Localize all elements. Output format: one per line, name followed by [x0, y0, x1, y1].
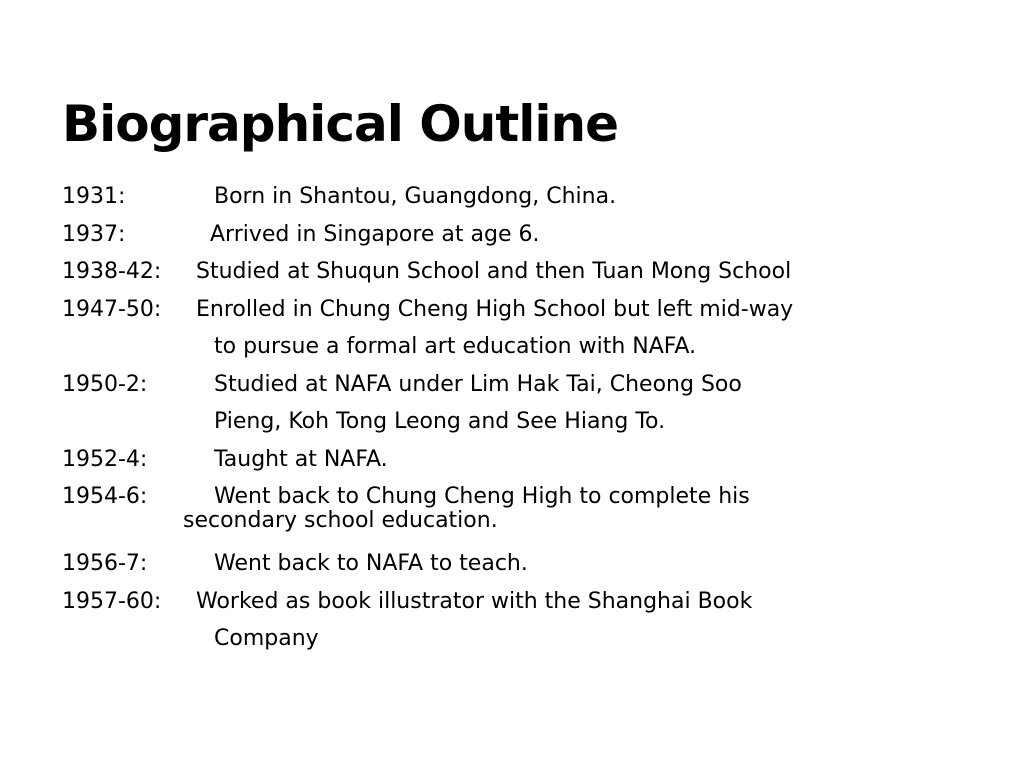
outline-entry-continuation	[62, 328, 1002, 366]
entry-year: 1956-7:	[62, 551, 148, 576]
entry-text: Born in Shantou, Guangdong, China.	[214, 184, 617, 209]
slide-title: Biographical Outline	[62, 95, 619, 153]
entry-year: 1947-50:	[62, 296, 162, 322]
entry-text: Worked as book illustrator with the Shanghai Book	[196, 588, 753, 614]
outline-entry	[62, 583, 1002, 621]
outline-entry	[62, 441, 1002, 479]
entry-year: 1938-42:	[62, 259, 162, 284]
entry-year: 1931:	[62, 184, 126, 209]
outline-entry	[62, 291, 1002, 329]
outline-entry	[62, 545, 1002, 583]
entry-text: Taught at NAFA.	[214, 446, 388, 472]
entry-year: 1957-60:	[62, 588, 162, 614]
entry-text-continued: Pieng, Koh Tong Leong and See Hiang To.	[214, 409, 666, 434]
outline-entry	[62, 478, 1002, 507]
entry-text: Arrived in Singapore at age 6.	[210, 221, 540, 247]
entry-text: Enrolled in Chung Cheng High School but left mid-way	[196, 296, 794, 322]
outline-entry	[62, 216, 1002, 254]
entry-year: 1937:	[62, 221, 126, 247]
entry-text: Went back to Chung Cheng High to complete his	[214, 484, 750, 509]
entry-text: Studied at Shuqun School and then Tuan Mong School	[196, 259, 792, 284]
outline-entry	[62, 178, 1002, 216]
entry-text-continued: Company	[214, 626, 319, 651]
outline-entry-continuation	[62, 620, 1002, 658]
entry-text: Studied at NAFA under Lim Hak Tai, Cheong Soo	[214, 371, 742, 397]
entry-year: 1952-4:	[62, 446, 148, 472]
entry-text-continued: secondary school education.	[183, 508, 498, 533]
entry-year: 1950-2:	[62, 371, 148, 397]
entry-year: 1954-6:	[62, 484, 148, 509]
entry-text-continued: to pursue a formal art education with NAFA.	[214, 334, 697, 359]
outline-entry-continuation	[62, 507, 1002, 545]
outline-entry-continuation	[62, 403, 1002, 441]
outline-entry	[62, 366, 1002, 404]
entry-text: Went back to NAFA to teach.	[214, 551, 528, 576]
outline-entry	[62, 253, 1002, 291]
biography-outline	[62, 178, 1002, 658]
